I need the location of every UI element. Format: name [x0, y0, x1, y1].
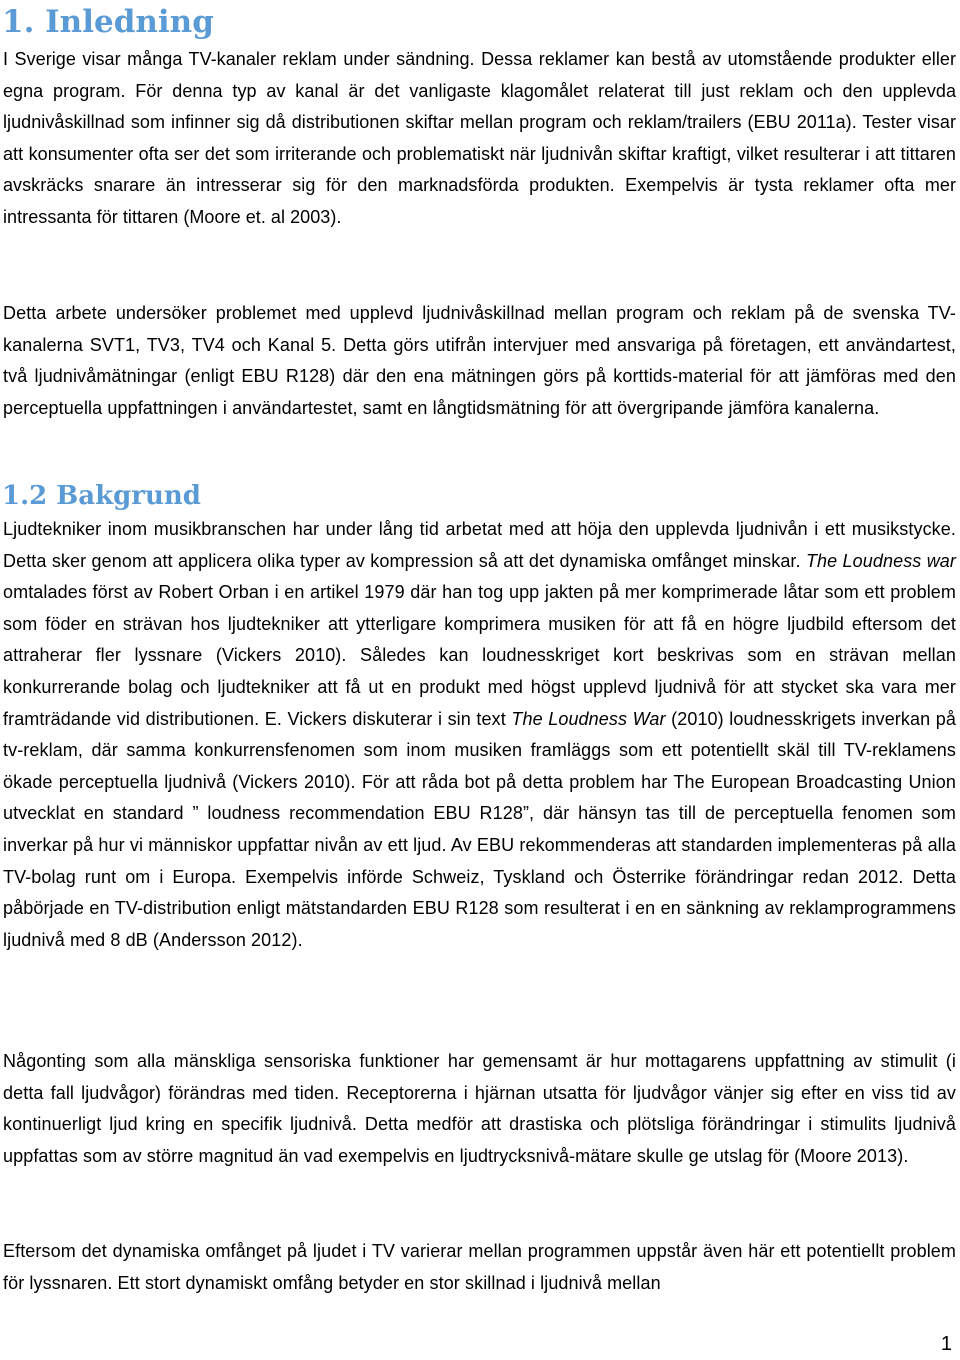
italic-title-loudness-war: The Loudness war	[805, 550, 957, 571]
section-heading: 1.2 Bakgrund	[2, 481, 201, 511]
paragraph-introduction: I Sverige visar många TV-kanaler reklam under sändning. Dessa reklamer kan bestå av utomstående produkter eller egna program. För denna typ av kanal är det vanligaste klagomålet relaterat till just reklam och den upplevda ljudnivåskillnad som infinner sig då distributionen skiftar mellan program och reklam/trailers (EBU 2011a). Tester visar att konsumenter ofta ser det som irriterande och problematiskt när ljudnivån skiftar kraftigt, vilket resulterar i att tittaren avskräcks snarare än intresserar sig för den marknadsförda produkten. Exempelvis är tysta reklamer ofta mer intressanta för tittaren (Moore et. al 2003).	[3, 49, 956, 227]
background-text-part-3: (2010) loudnesskrigets inverkan på tv-reklam, där samma konkurrensfenomen som inom musiken framläggs som ett potentiellt skäl till TV-reklamens ökade perceptuella ljudnivå (Vickers 2010). För att råda bot på detta problem har The European Broadcasting Union utvecklat en standard ” loudness recommendation EBU R128”, där hänsyn tas till de perceptuella fenomen som inverkar på hur vi människor uppfattar nivån av ett ljud. Av EBU rekommenderas att standarden implementeras på alla TV-bolag runt om i Europa. Exempelvis införde Schweiz, Tyskland och Österrike förändringar redan 2012. Detta påbörjade en TV-distribution enligt mätstandarden EBU R128 som resulterat i en en sänkning av reklamprogrammens ljudnivå med 8 dB (Andersson 2012).	[3, 708, 956, 950]
italic-title-the-loudness-war: The Loudness War	[511, 708, 666, 729]
page-number: 1	[940, 1333, 952, 1355]
background-text-part-2: omtalades först av Robert Orban i en artikel 1979 där han tog upp jakten på mer komprimerade låtar som ett problem som föder en strävan hos ljudtekniker att ytterligare komprimera musiken för att få en högre ljudbild eftersom det attraherar fler lyssnare (Vickers 2010). Således kan loudnesskriget kort beskrivas som en strävan mellan konkurrerande bolag och ljudtekniker att få ut en produkt med högst upplevd ljudnivå för att stycket ska vara mer framträdande vid distributionen. E. Vickers diskuterar i sin text	[3, 582, 956, 729]
chapter-heading: 1. Inledning	[2, 4, 214, 40]
paragraph-dynamic-range: Eftersom det dynamiska omfånget på ljudet i TV varierar mellan programmen uppstår även här ett potentiellt problem för lyssnaren. Ett stort dynamiskt omfång betyder en stor skillnad i ljudnivå mellan	[3, 1241, 956, 1293]
paragraph-sensory-adaptation: Någonting som alla mänskliga sensoriska funktioner har gemensamt är hur mottagarens uppfattning av stimulit (i detta fall ljudvågor) förändras med tiden. Receptorerna i hjärnan utsatta för ljudvågor vänjer sig efter en viss tid av kontinuerligt ljud kring en specifik ljudnivå. Detta medför att drastiska och plötsliga förändringar i stimulits ljudnivå uppfattas som av större magnitud än vad exempelvis en ljudtrycksnivå-mätare skulle ge utslag för (Moore 2013).	[3, 1051, 956, 1166]
background-text-part-1: Ljudtekniker inom musikbranschen har under lång tid arbetat med att höja den upplevda ljudnivån i ett musikstycke. Detta sker genom att applicera olika typer av kompression så att det dynamiska omfånget minskar.	[3, 519, 956, 571]
paragraph-scope: Detta arbete undersöker problemet med upplevd ljudnivåskillnad mellan program och reklam på de svenska TV-kanalerna SVT1, TV3, TV4 och Kanal 5. Detta görs utifrån intervjuer med ansvariga på företagen, ett användartest, två ljudnivåmätningar (enligt EBU R128) där den ena mätningen görs på korttids-material för att jämföras med den perceptuella uppfattningen i användartestet, samt en långtidsmätning för att övergripande jämföra kanalerna.	[3, 303, 956, 418]
paragraph-background	[3, 514, 956, 956]
